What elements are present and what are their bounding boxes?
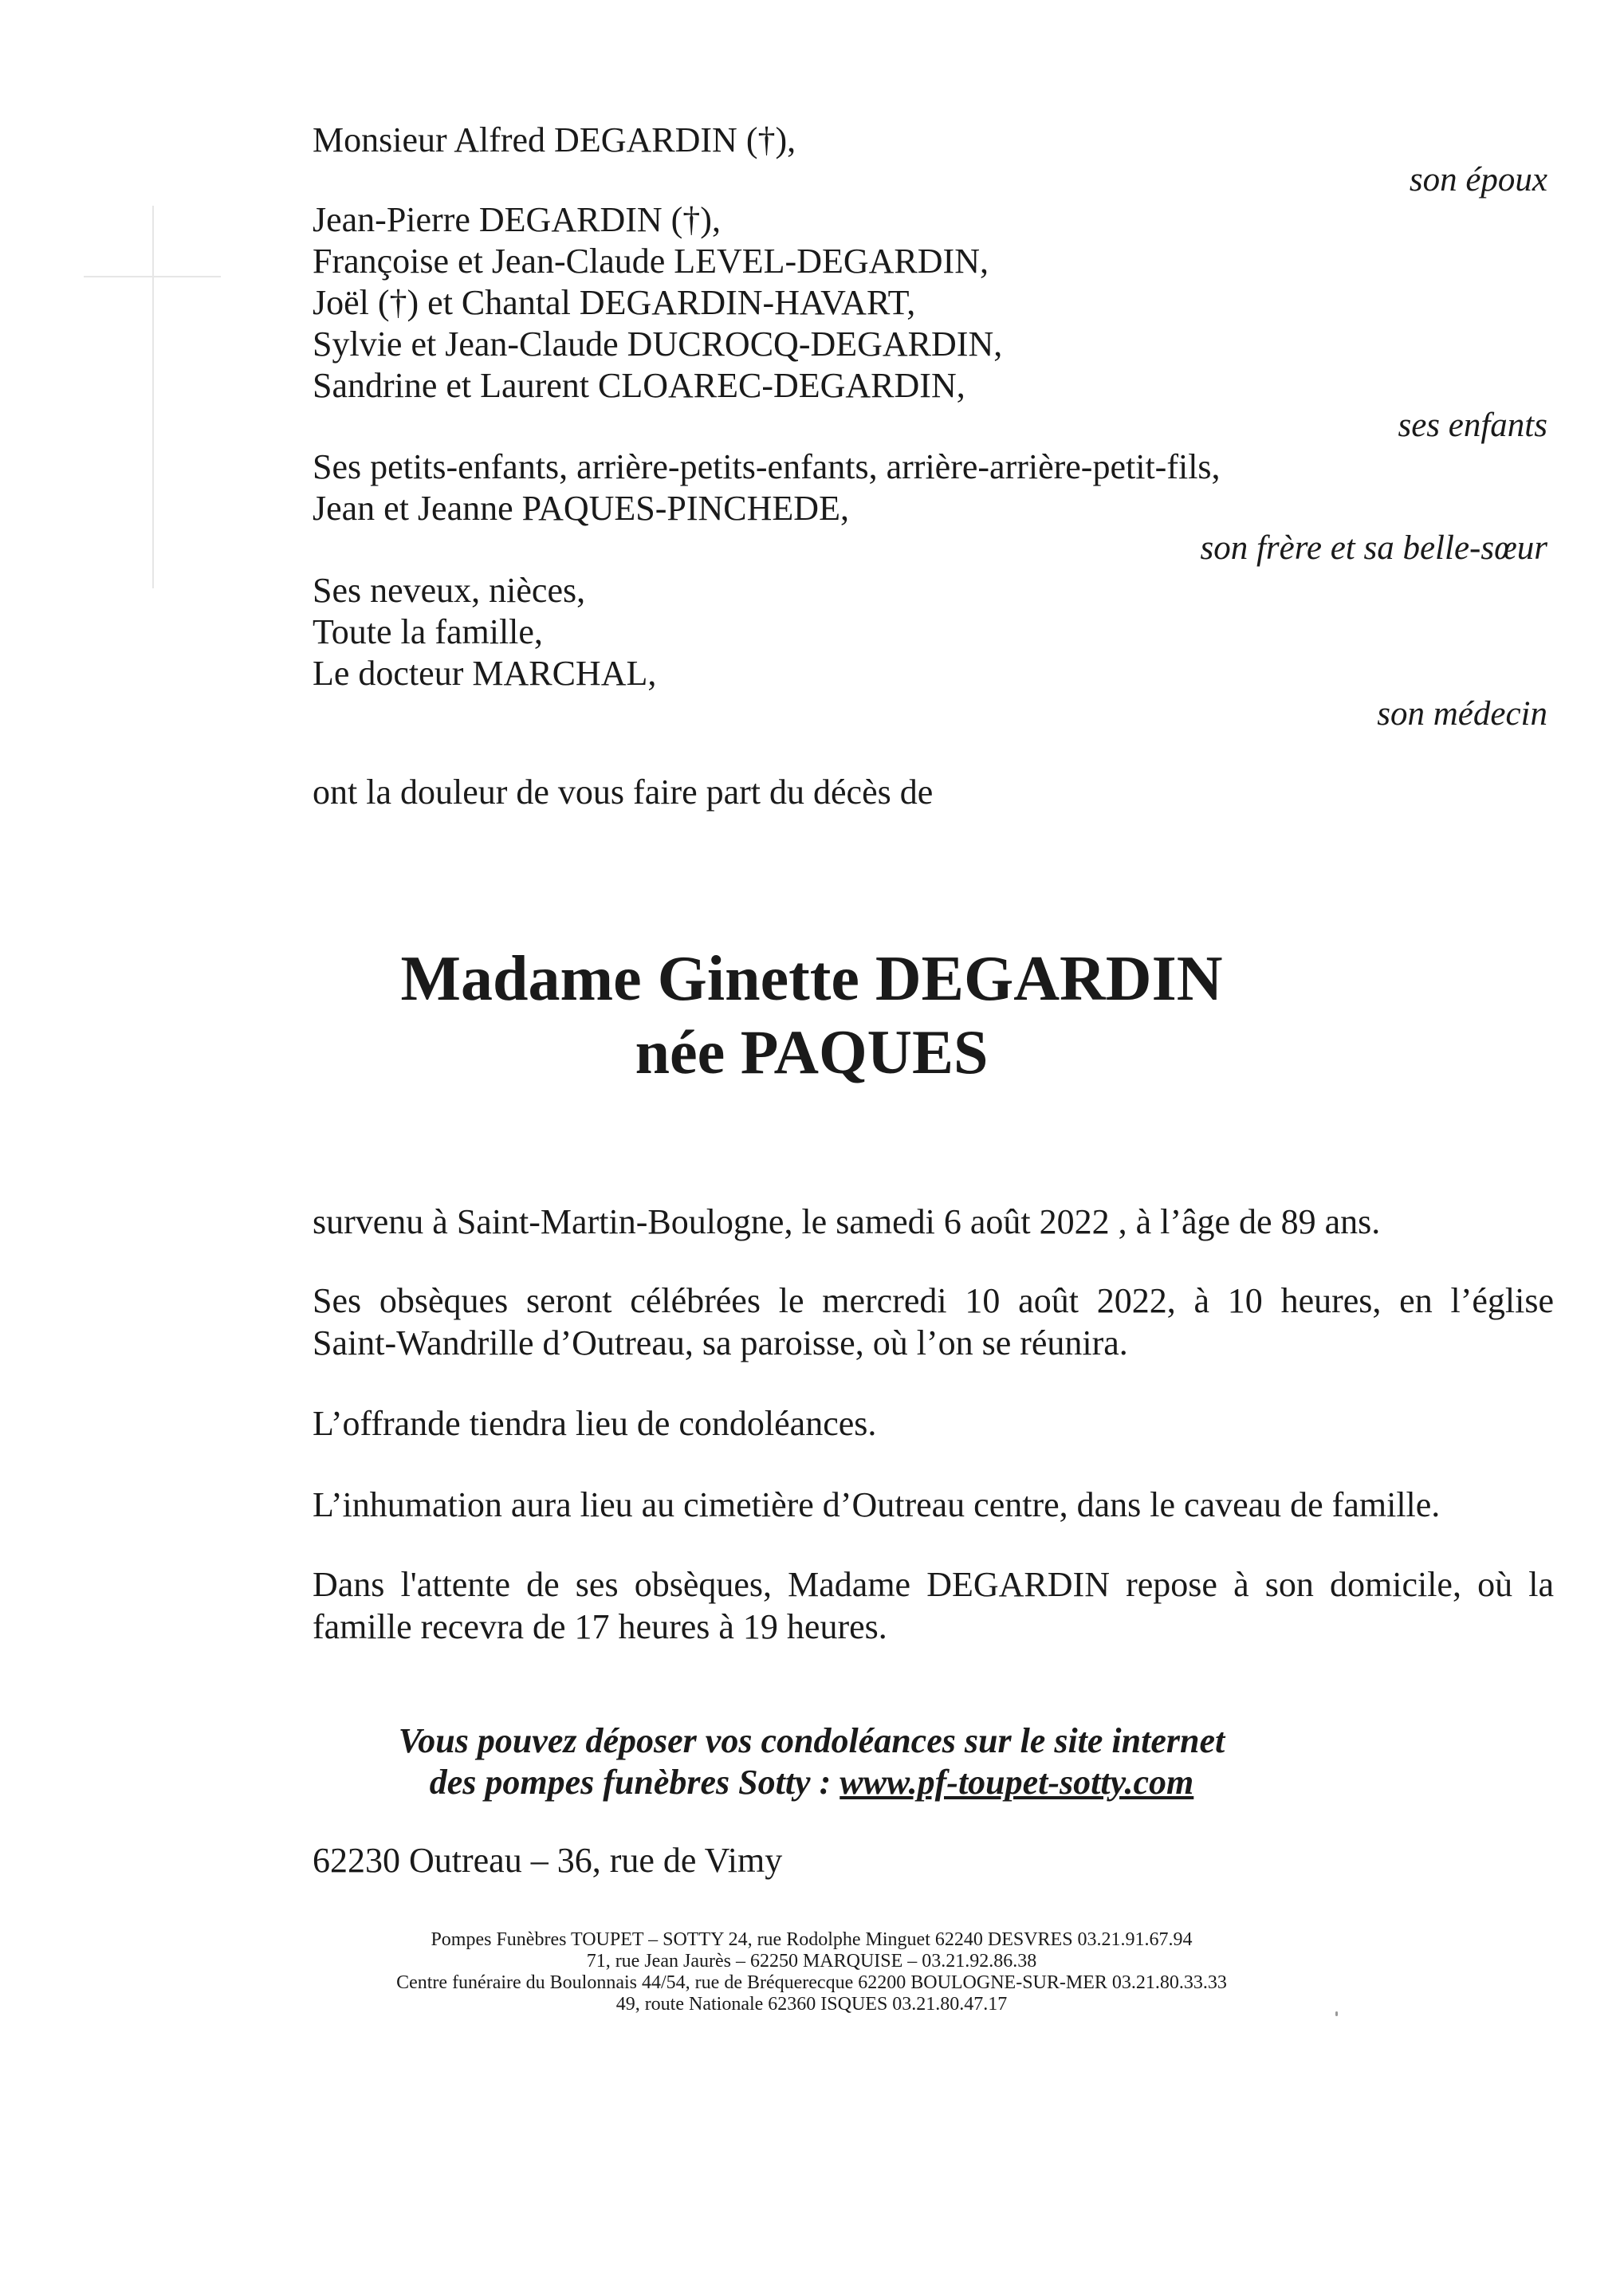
- burial-line: L’inhumation aura lieu au cimetière d’Outreau centre, dans le caveau de famille.: [313, 1485, 1441, 1524]
- child-line-4: Sylvie et Jean-Claude DUCROCQ-DEGARDIN,: [313, 324, 1003, 364]
- deceased-maiden-name: née PAQUES: [635, 1017, 989, 1087]
- sibling-line: Jean et Jeanne PAQUES-PINCHEDE,: [313, 489, 849, 528]
- funeral-line-1: Ses obsèques seront célébrées le mercredi 10 août 2022, à 10 heures, en l’église: [313, 1281, 1554, 1320]
- footer-line-2: 71, rue Jean Jaurès – 62250 MARQUISE – 03.21.92.86.38: [586, 1951, 1037, 1972]
- cross-watermark-vertical: [152, 206, 154, 588]
- condolences-website-link[interactable]: www.pf-toupet-sotty.com: [840, 1763, 1194, 1802]
- scan-speck: [1335, 2011, 1338, 2016]
- all-family-line: Toute la famille,: [313, 612, 543, 651]
- death-details: survenu à Saint-Martin-Boulogne, le samedi 6 août 2022 , à l’âge de 89 ans.: [313, 1202, 1381, 1241]
- child-line-1: Jean-Pierre DEGARDIN (†),: [313, 200, 721, 239]
- condolences-line-1: Vous pouvez déposer vos condoléances sur le site internet: [398, 1721, 1225, 1760]
- children-role: ses enfants: [1398, 407, 1547, 444]
- doctor-line: Le docteur MARCHAL,: [313, 654, 657, 693]
- visit-line-1: Dans l'attente de ses obsèques, Madame DEGARDIN repose à son domicile, où la: [313, 1565, 1554, 1604]
- child-line-5: Sandrine et Laurent CLOAREC-DEGARDIN,: [313, 366, 965, 405]
- offering-line: L’offrande tiendra lieu de condoléances.: [313, 1404, 877, 1443]
- visit-line-2: famille recevra de 17 heures à 19 heures.: [313, 1607, 887, 1646]
- announcement-line: ont la douleur de vous faire part du décès de: [313, 773, 934, 812]
- doctor-role: son médecin: [1377, 695, 1547, 733]
- funeral-line-2: Saint-Wandrille d’Outreau, sa paroisse, où l’on se réunira.: [313, 1323, 1128, 1362]
- nephews-line: Ses neveux, nièces,: [313, 571, 586, 610]
- address-line: 62230 Outreau – 36, rue de Vimy: [313, 1841, 783, 1880]
- child-line-3: Joël (†) et Chantal DEGARDIN-HAVART,: [313, 283, 916, 322]
- footer-line-4: 49, route Nationale 62360 ISQUES 03.21.80.47.17: [615, 1994, 1008, 2015]
- deceased-name: Madame Ginette DEGARDIN: [400, 944, 1223, 1014]
- footer-line-1: Pompes Funèbres TOUPET – SOTTY 24, rue Rodolphe Minguet 62240 DESVRES 03.21.91.67.94: [431, 1929, 1193, 1950]
- condolences-prefix: des pompes funèbres Sotty :: [429, 1763, 840, 1802]
- child-line-2: Françoise et Jean-Claude LEVEL-DEGARDIN,: [313, 242, 989, 281]
- condolences-line-2: [198, 1762, 1425, 1803]
- spouse-role: son époux: [1409, 161, 1547, 199]
- grandchildren-line: Ses petits-enfants, arrière-petits-enfants, arrière-arrière-petit-fils,: [313, 447, 1221, 486]
- cross-watermark-horizontal: [84, 276, 221, 277]
- spouse-line: Monsieur Alfred DEGARDIN (†),: [313, 120, 796, 159]
- footer-line-3: Centre funéraire du Boulonnais 44/54, rue de Bréquerecque 62200 BOULOGNE-SUR-MER 03.21.80.33.33: [396, 1972, 1227, 1993]
- sibling-role: son frère et sa belle-sœur: [1200, 529, 1547, 567]
